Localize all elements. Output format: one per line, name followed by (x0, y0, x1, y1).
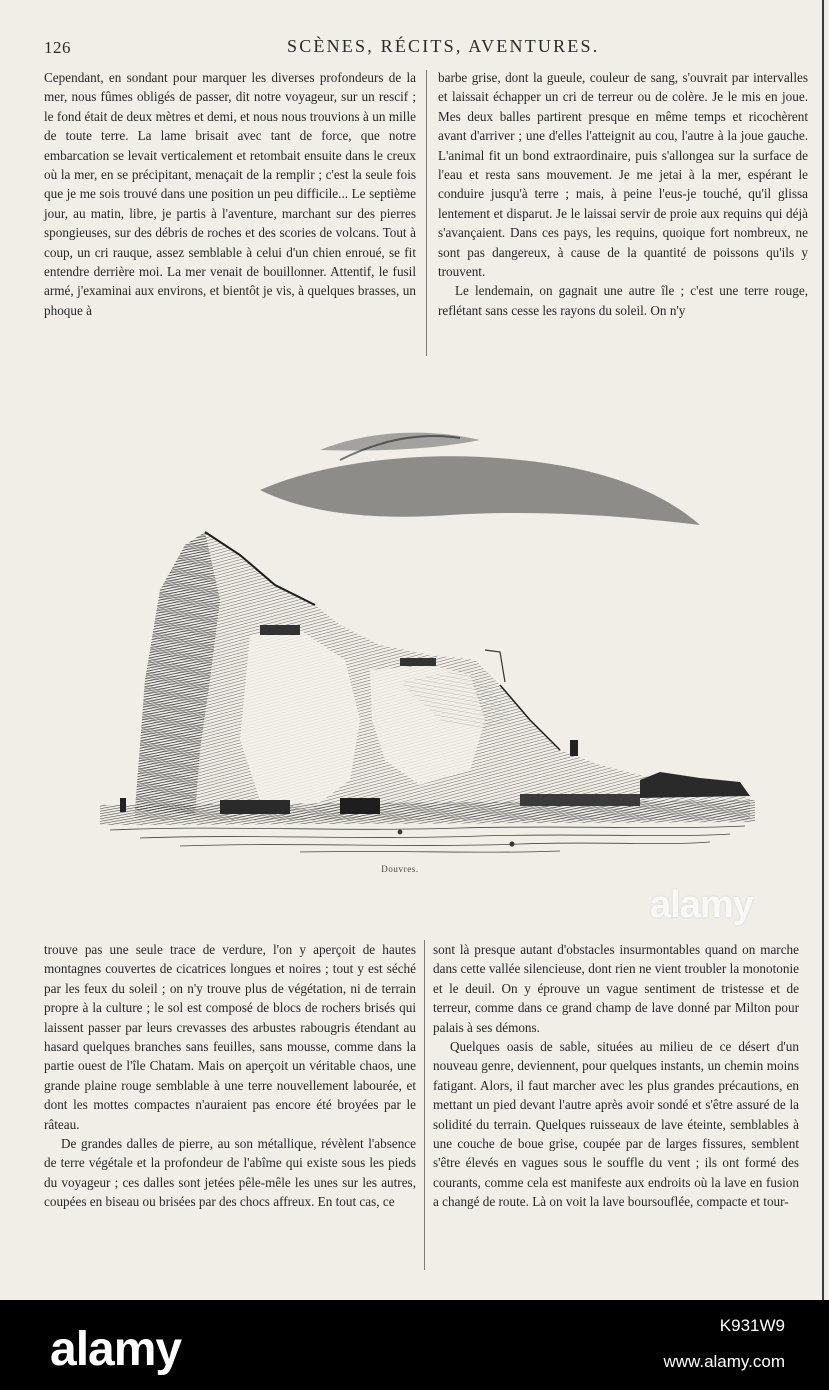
page-number: 126 (44, 38, 71, 57)
column-top-right (438, 68, 808, 320)
foreground (110, 826, 745, 852)
paragraph: Quelques oasis de sable, situées au milieu de ce désert d'un nouveau genre, deviennent, pour quelques instants, un chemin moins fatigant. Alors, il faut marcher avec les plus grandes précautions, en mettant un pied devant l'autre après avoir sondé et s'être assuré de la solidité du terrain. Quelques ruisseaux de lave éteinte, semblables à une couche de boue grise, coupée par de larges fissures, semblent s'être élevés en vagues sous le souffle du vent ; ils ont formé des courants, comme cela est manifeste aux endroits où la lave en fusion a changé de route. Là on voit la lave boursouflée, compacte et tour- (433, 1039, 799, 1210)
paragraph: sont là presque autant d'obstacles insurmontables quand on marche dans cette vallée silencieuse, dont rien ne vient troubler la monotonie et le deuil. On y éprouve un vague sentiment de tristesse et de terreur, comme dans ce grand champ de lave donné par Milton pour palais à ses démons. (433, 942, 799, 1035)
column-divider-bottom (424, 940, 425, 1270)
watermark-footer (0, 1300, 829, 1390)
footer-logo: alamy (50, 1323, 182, 1376)
column-top-left (44, 68, 416, 320)
column-bottom-left (44, 940, 416, 1212)
paragraph: Le lendemain, on gagnait une autre île ; c'est une terre rouge, reflétant sans cesse les rayons du soleil. On n'y (438, 283, 808, 318)
page-header (44, 34, 804, 60)
footer-url: www.alamy.com (663, 1352, 785, 1371)
column-divider-top (426, 70, 427, 356)
paragraph: Cependant, en sondant pour marquer les diverses profondeurs de la mer, nous fûmes obligés de passer, dit notre voyageur, sur un rescif ; le fond était de deux mètres et demi, et nous nous trouvions à un mille de toute terre. La lame brisait avec tant de force, que notre embarcation se levait verticalement et retombait ensuite dans le creux où la mer, en se précipitant, menaçait de la remplir ; c'est la seule fois que je me sois trouvé dans une position un peu difficile... Le septième jour, au matin, libre, je partis à l'aventure, marchant sur des pierres spongieuses, sur des débris de roches et des scories de volcans. Tout à coup, un cri rauque, assez semblable à celui d'un chien enroué, se fit entendre derrière moi. La mer venait de bouillonner. Attentif, le fusil armé, j'examinai aux environs, et bientôt je vis, à quelques brasses, un phoque à (44, 70, 416, 318)
paragraph: De grandes dalles de pierre, au son métallique, révèlent l'absence de terre végétale et la profondeur de l'abîme qui existe sous les pieds du voyageur ; ces dalles sont jetées pêle-mêle les unes sur les autres, coupées en biseau ou brisées par des chocs affreux. En tout cas, ce (44, 1136, 416, 1210)
running-title: SCÈNES, RÉCITS, AVENTURES. (287, 36, 600, 56)
column-bottom-right (433, 940, 799, 1212)
paragraph: trouve pas une seule trace de verdure, l'on y aperçoit de hautes montagnes couvertes de cicatrices longues et noires ; tout y est séché par les feux du soleil ; on n'y trouve plus de végétation, ni de terrain propre à la culture ; le sol est composé de blocs de rochers brisés qui laissent passer par leurs crevasses des arbustes rabougris étendant au hasard quelques branches sans feuilles, sans mousse, comme dans la partie ouest de l'île Chatam. Mais on aperçoit un véritable chaos, une grande plaine rouge semblable à une terre nouvellement labourée, et dont les mottes compactes n'auraient pas encore été broyées par le râteau. (44, 942, 416, 1132)
paragraph: barbe grise, dont la gueule, couleur de sang, s'ouvrait par intervalles et laissait échapper un cri de terreur ou de colère. Je le mis en joue. Mes deux balles partirent presque en même temps et ricochèrent avant d'arriver ; une d'elles l'atteignit au cou, l'autre à la joue gauche. L'animal fit un bond extraordinaire, puis s'allongea sur la surface de l'eau et resta sans mouvement. Je me jetai à la mer, espérant le conduire jusqu'à terre ; mais, à peine l'eus-je touché, qu'il glissa lentement et disparut. Je le laissai servir de proie aux requins qui déjà s'avançaient. Dans ces pays, les requins, quoique fort nombreux, ne sont pas dangereux, à cause de la quantité de poissons qu'ils y trouvent. (438, 70, 808, 280)
image-id: K931W9 (719, 1316, 785, 1335)
image-caption: Douvres. (381, 864, 419, 874)
engraving-cliffs-of-dover (100, 420, 755, 865)
page-edge (822, 0, 829, 1300)
watermark-logo: alamy (650, 884, 753, 926)
